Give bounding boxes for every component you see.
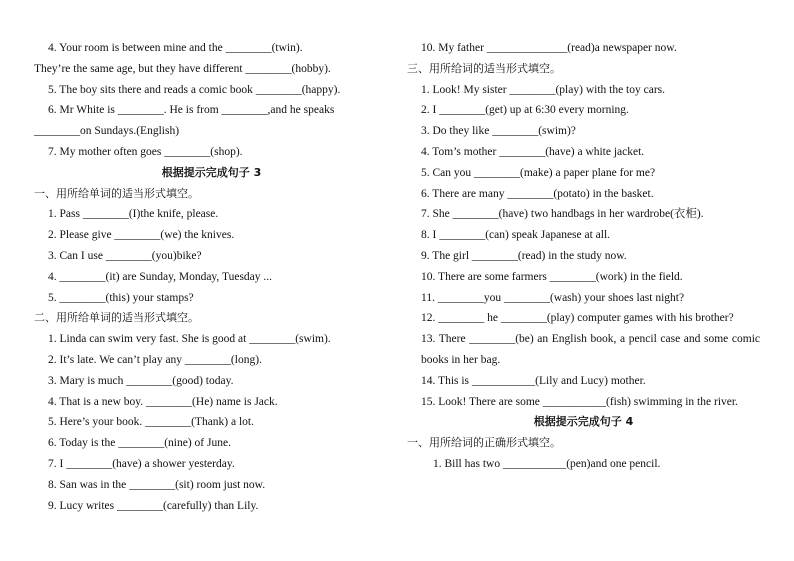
left-line-20: 6. Today is the ________(nine) of June.: [48, 437, 231, 450]
section-title-1: 一、用所给单词的适当形式填空。: [34, 186, 199, 200]
left-line-10: 2. Please give ________(we) the knives.: [48, 229, 235, 242]
left-line-19: 5. Here’s your book. ________(Thank) a lot.: [48, 416, 255, 429]
right-item-12: 12. ________ he ________(play) computer games with his brother?: [421, 312, 734, 325]
right-item-13: 13. There ________(be) an English book, a pencil case and some comic books in her bag.: [421, 333, 760, 366]
right-line-6: 4. Tom’s mother ________(have) a white jacket.: [421, 145, 645, 158]
right-line-4: 2. I ________(get) up at 6:30 every morning.: [421, 104, 629, 117]
right-line-12: 10. There are some farmers ________(work) in the field.: [421, 270, 683, 283]
right-column: [407, 38, 760, 475]
right-line-20: 1. Bill has two ___________(pen)and one pencil.: [433, 457, 661, 470]
left-line-11: 3. Can I use ________(you)bike?: [48, 249, 202, 262]
left-line-23: 9. Lucy writes ________(carefully) than Lily.: [48, 499, 259, 512]
section-title-2: 二、用所给单词的适当形式填空。: [34, 311, 199, 325]
right-line-9: 7. She ________(have) two handbags in her wardrobe(衣柜).: [421, 208, 704, 221]
section-title-4: 一、用所给词的正确形式填空。: [407, 436, 561, 450]
left-line-9: 1. Pass ________(I)the knife, please.: [48, 208, 219, 221]
section-heading-4: 根据提示完成句子 4: [533, 415, 634, 429]
left-line-6: 7. My mother often goes ________(shop).: [48, 145, 243, 158]
right-line-16: 14. This is ___________(Lily and Lucy) mother.: [421, 374, 646, 387]
left-line-13: 5. ________(this) your stamps?: [48, 291, 194, 304]
right-line-8: 6. There are many ________(potato) in the basket.: [421, 187, 654, 200]
right-line-13: 11. ________you ________(wash) your shoes last night?: [421, 291, 685, 304]
left-line-22: 8. San was in the ________(sit) room just now.: [48, 478, 266, 491]
left-line-5: ________on Sundays.(English): [34, 125, 180, 138]
left-line-16: 2. It’s late. We can’t play any ________(long).: [48, 353, 262, 366]
left-line-15: 1. Linda can swim very fast. She is good at ________(swim).: [48, 333, 331, 346]
left-line-3: 5. The boy sits there and reads a comic book ________(happy).: [48, 83, 341, 96]
right-line-1: 10. My father ______________(read)a newspaper now.: [421, 42, 677, 54]
left-line-21: 7. I ________(have) a shower yesterday.: [48, 457, 235, 470]
left-line-2: They’re the same age, but they have different ________(hobby).: [34, 62, 331, 75]
right-line-11: 9. The girl ________(read) in the study now.: [421, 249, 627, 262]
left-line-4: 6. Mr White is ________. He is from ________,and he speaks: [48, 104, 335, 117]
section-heading-3: 根据提示完成句子 3: [161, 165, 262, 179]
right-item-15: 15. Look! There are some ___________(fish) swimming in the river.: [421, 395, 738, 408]
right-line-7: 5. Can you ________(make) a paper plane for me?: [421, 166, 656, 179]
left-line-17: 3. Mary is much ________(good) today.: [48, 374, 234, 387]
right-line-3: 1. Look! My sister ________(play) with the toy cars.: [421, 83, 666, 96]
section-title-3: 三、用所给词的适当形式填空。: [407, 61, 561, 75]
left-line-1: 4. Your room is between mine and the ________(twin).: [48, 42, 303, 54]
left-line-18: 4. That is a new boy. ________(He) name is Jack.: [48, 395, 278, 408]
left-column: [34, 38, 389, 516]
right-line-10: 8. I ________(can) speak Japanese at all.: [421, 229, 611, 242]
right-line-5: 3. Do they like ________(swim)?: [421, 125, 576, 138]
left-line-12: 4. ________(it) are Sunday, Monday, Tuesday ...: [48, 270, 273, 283]
